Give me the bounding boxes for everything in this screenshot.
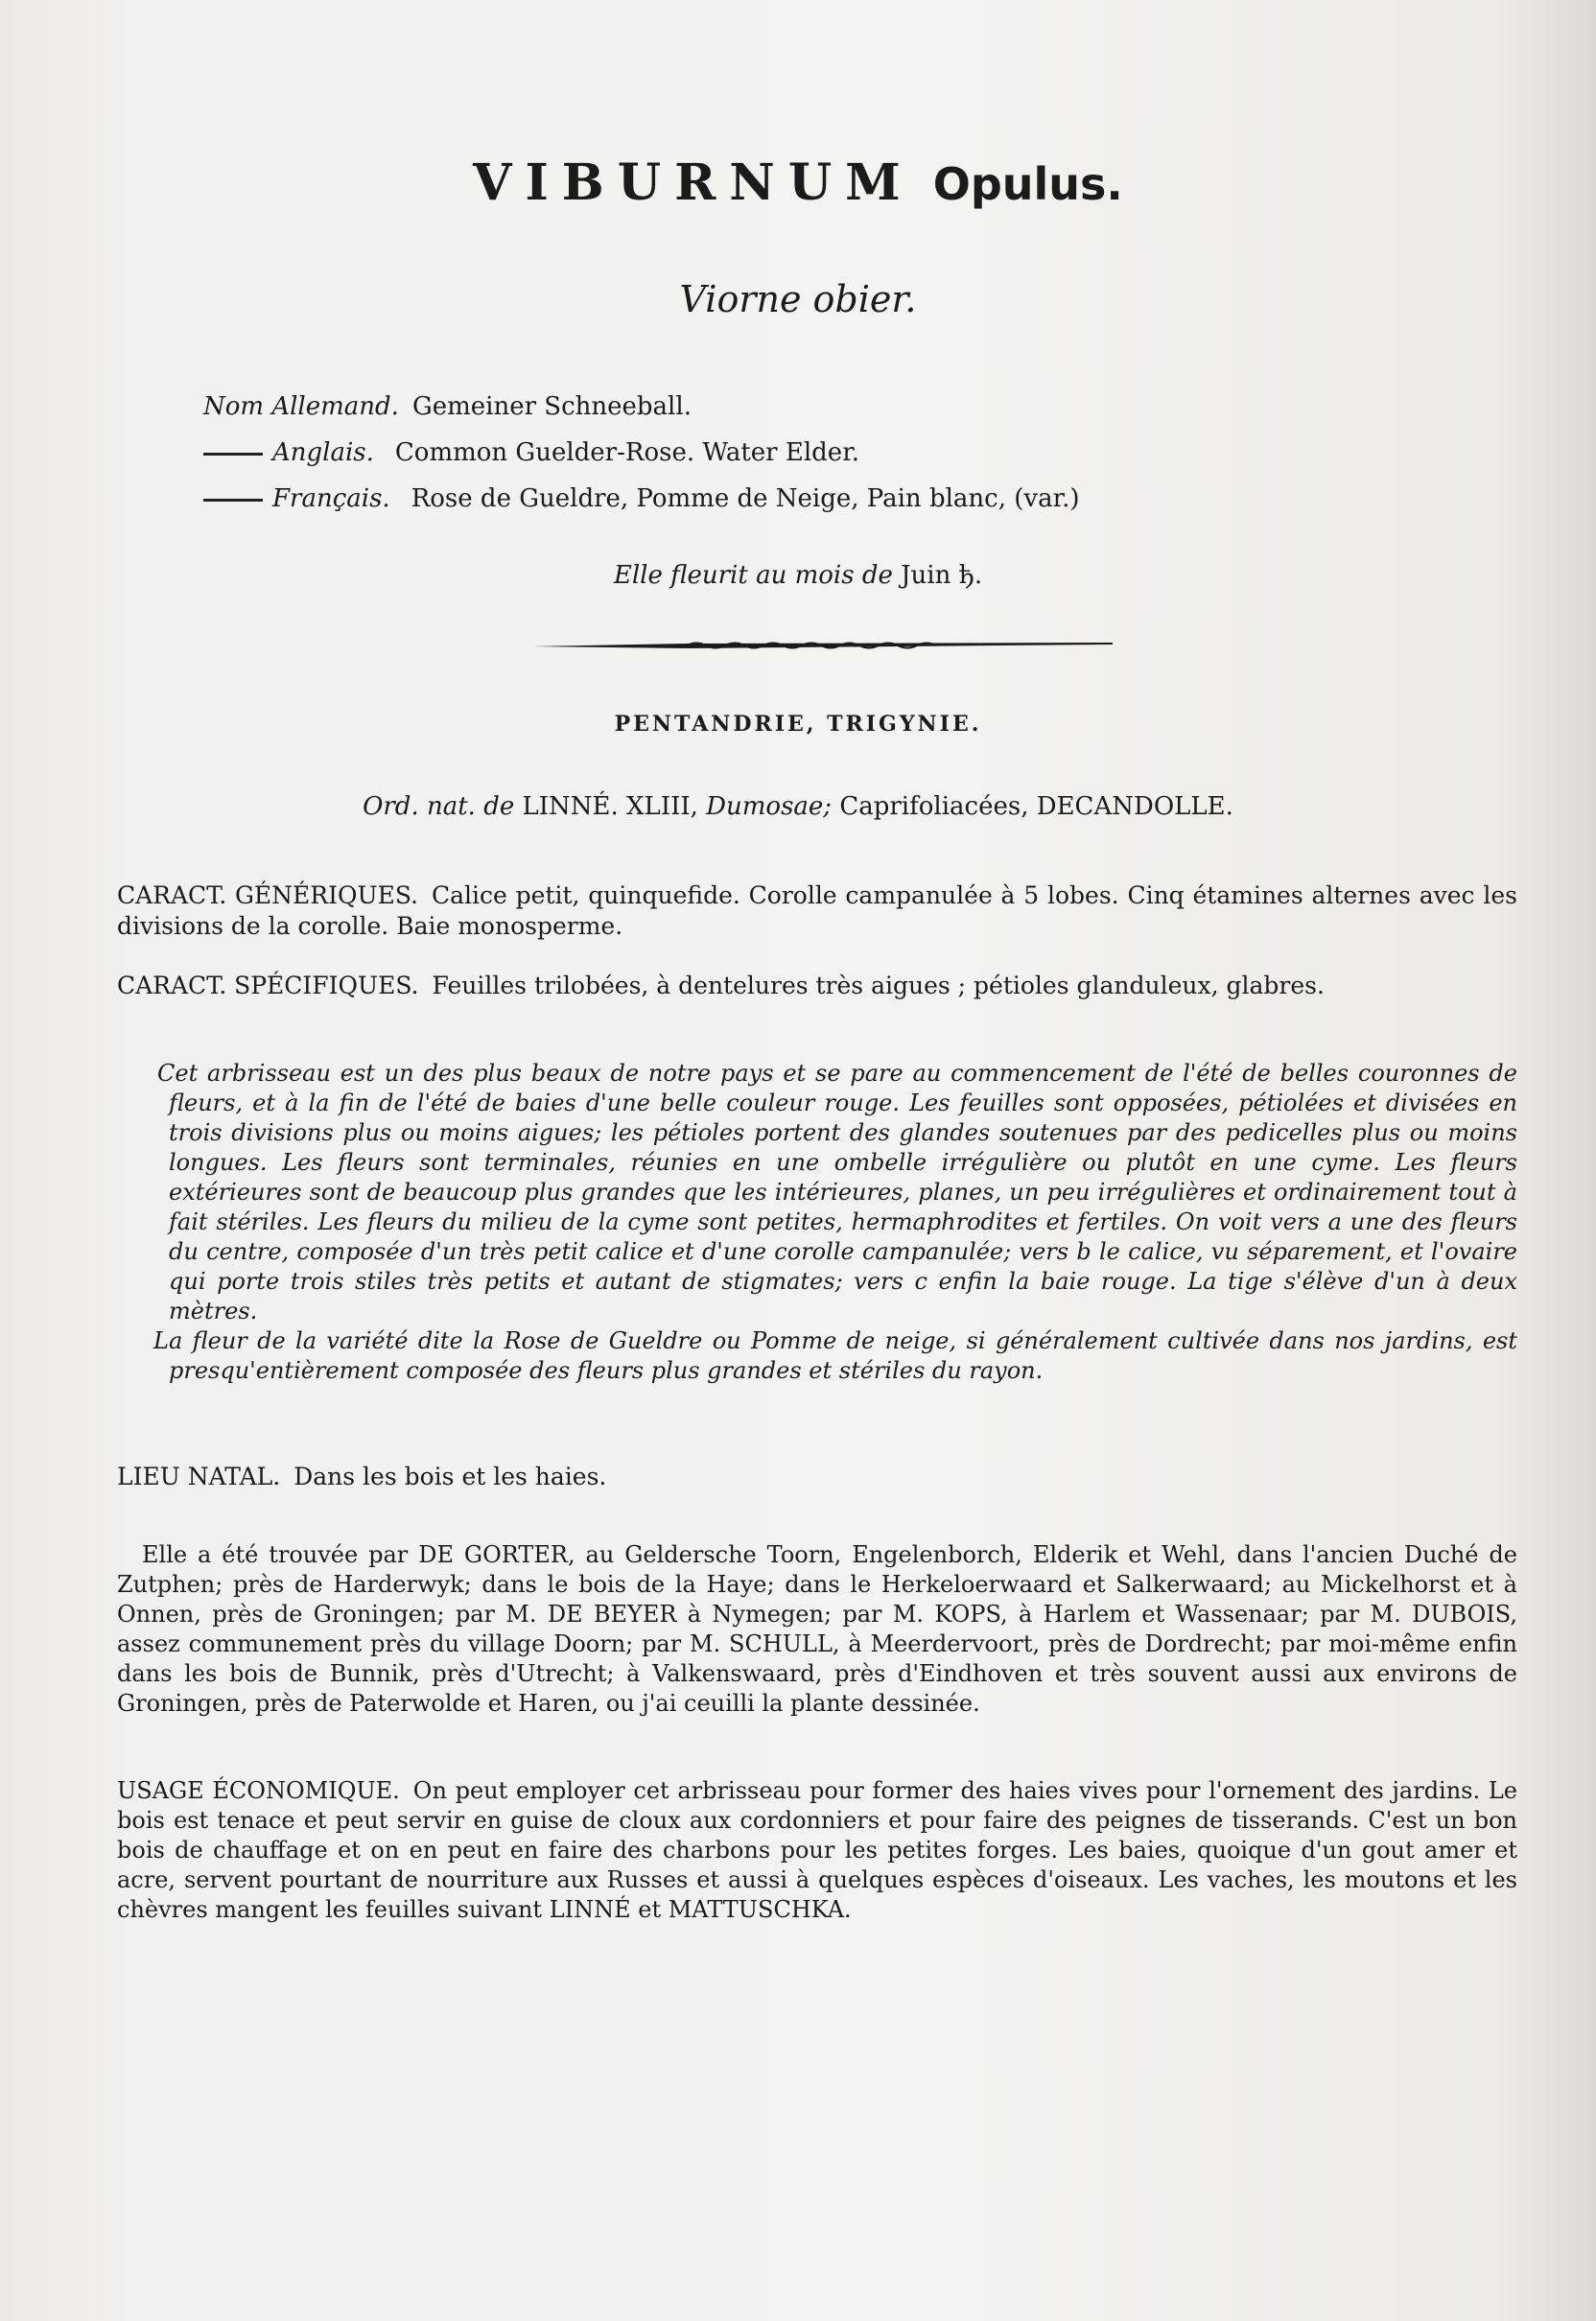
name-label: Nom Allemand. <box>203 392 399 421</box>
section-label: CARACT. SPÉCIFIQUES. <box>117 972 419 999</box>
author-linne: LINNÉ <box>522 792 611 821</box>
author-decandolle: DECANDOLLE. <box>1036 792 1233 821</box>
common-names-list <box>203 384 1080 522</box>
section-text: Dans les bois et les haies. <box>293 1463 607 1490</box>
section-label: LIEU NATAL. <box>117 1463 281 1490</box>
name-row-german <box>203 384 1080 430</box>
name-label: Français. <box>272 484 390 513</box>
flowering-text: Elle fleurit au mois de <box>613 561 893 590</box>
order-number: XLIII, <box>626 792 698 821</box>
name-value: Rose de Gueldre, Pomme de Neige, Pain blanc, (var.) <box>411 484 1080 513</box>
flowering-month: Juin <box>901 561 951 590</box>
ditto-dash <box>203 453 263 456</box>
section-label: USAGE ÉCONOMIQUE. <box>117 1777 400 1804</box>
ornamental-rule <box>533 639 1113 652</box>
name-value: Gemeiner Schneeball. <box>411 392 692 421</box>
flowering-time <box>0 561 1596 590</box>
localities-paragraph: Elle a été trouvée par DE GORTER, au Geldersche Toorn, Engelenborch, Elderik et Wehl, dans l'ancien Duché de Zutphen; près de Harderwyk; dans le bois de la Haye; dans le Herkeloerwaard et Salkerwaard; au Mickelhorst et à Onnen, près de Groningen; par M. DE BEYER à Nymegen; par M. KOPS, à Harlem et Wassenaar; par M. DUBOIS, assez communement près du village Doorn; par M. SCHULL, à Meerdervoort, près de Dordrecht; par moi-même enfin dans les bois de Bunnik, près d'Utrecht; à Valkenswaard, près d'Eindhoven et très souvent aussi aux environs de Groningen, près de Paterwolde et Haren, ou j'ai ceuilli la plante dessinée. <box>117 1541 1517 1717</box>
plant-description <box>153 1059 1517 1386</box>
section-text: Calice petit, quinquefide. Corolle campanulée à 5 lobes. Cinq étamines alternes avec les divisions de la corolle. Baie monosperme. <box>117 881 1517 940</box>
shrub-symbol: ђ. <box>958 561 983 590</box>
generic-characters <box>117 880 1517 942</box>
section-label: CARACT. GÉNÉRIQUES. <box>117 881 418 909</box>
section-text: Feuilles trilobées, à dentelures très aigues ; pétioles glanduleux, glabres. <box>432 972 1325 999</box>
species-name: Opulus. <box>932 158 1123 210</box>
name-row-french <box>203 476 1080 522</box>
description-paragraph: La fleur de la variété dite la Rose de Gueldre ou Pomme de neige, si généralement cultivée dans nos jardins, est presqu'entièrement composée des fleurs plus grandes et stériles du rayon. <box>153 1327 1517 1384</box>
name-label: Anglais. <box>272 438 374 467</box>
specific-characters <box>117 971 1517 1001</box>
ord-prefix: Ord. nat. de <box>363 792 515 821</box>
economic-use <box>117 1776 1517 1925</box>
page-title <box>0 153 1596 212</box>
linnaean-class: PENTANDRIE, TRIGYNIE. <box>614 712 982 737</box>
french-common-name: Viorne obier. <box>679 278 917 320</box>
name-row-english <box>203 430 1080 476</box>
section-text: On peut employer cet arbrisseau pour former des haies vives pour l'ornement des jardins. Le bois est tenace et peut servir en guise de cloux aux cordonniers et pour faire des peignes de tisserands. C'est un bon bois de chauffage et on en peut en faire des charbons pour les petites forges. Les baies, quoique d'un gout amer et acre, servent pourtant de nourriture aux Russes et aussi à quelques espèces d'oiseaux. Les vaches, les moutons et les chèvres mangent les feuilles suivant LINNÉ et MATTUSCHKA. <box>117 1777 1517 1923</box>
native-habitat <box>117 1462 1517 1492</box>
genus-name: VIBURNUM <box>473 153 914 212</box>
ditto-dash <box>203 499 263 502</box>
name-value: Common Guelder-Rose. Water Elder. <box>394 438 860 467</box>
order-group: Dumosae; <box>706 792 833 821</box>
natural-order: Ord. nat. de LINNÉ. XLIII, Dumosae; Caprifoliacées, DECANDOLLE. <box>363 792 1233 821</box>
family-name: Caprifoliacées, <box>839 792 1029 821</box>
description-paragraph: Cet arbrisseau est un des plus beaux de notre pays et se pare au commencement de l'été de belles couronnes de fleurs, et à la fin de l'été de baies d'une belle couleur rouge. Les feuilles sont opposées, pétiolées et divisées en trois divisions plus ou moins aigues; les pétioles portent des glandes soutenues par des pedicelles plus ou moins longues. Les fleurs sont terminales, réunies en une ombelle irrégulière ou plutôt en une cyme. Les fleurs extérieures sont de beaucoup plus grandes que les intérieures, planes, un peu irrégulières et ordinairement tout à fait stériles. Les fleurs du milieu de la cyme sont petites, hermaphrodites et fertiles. On voit vers a une des fleurs du centre, composée d'un très petit calice et d'une corolle campanulée; vers b le calice, vu séparement, et l'ovaire qui porte trois stiles très petits et autant de stigmates; vers c enfin la baie rouge. La tige s'élève d'un à deux mètres. <box>157 1060 1517 1325</box>
